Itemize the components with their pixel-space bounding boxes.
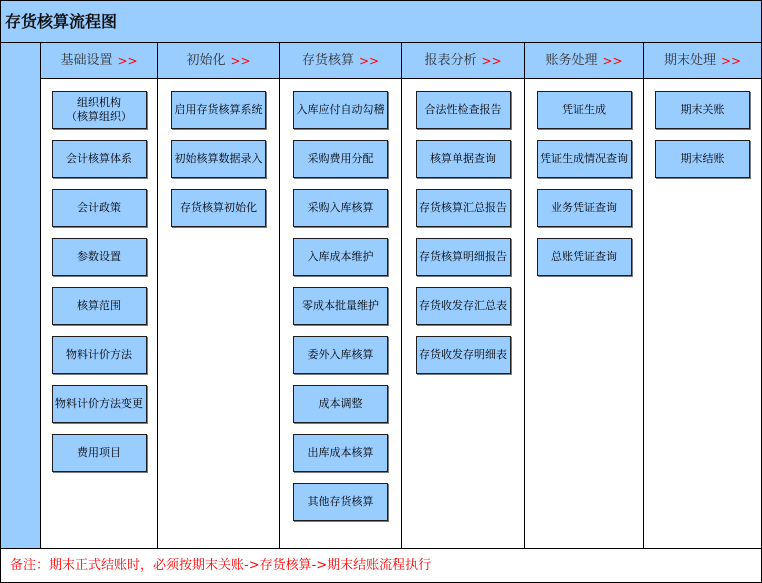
- column-initialization: [158, 43, 280, 548]
- flow-node-parameter-settings[interactable]: 参数设置: [52, 238, 147, 276]
- flow-node-inventory-accounting-init[interactable]: 存货核算初始化: [171, 189, 266, 227]
- column-body: [158, 79, 279, 548]
- column-body: [402, 79, 524, 548]
- flow-node-business-voucher-query[interactable]: 业务凭证查询: [537, 189, 632, 227]
- flow-node-stock-movement-summary[interactable]: 存货收发存汇总表: [416, 287, 511, 325]
- flow-node-accounting-scope[interactable]: 核算范围: [52, 287, 147, 325]
- flow-node-purchase-expense-allocation[interactable]: 采购费用分配: [293, 140, 388, 178]
- double-arrow-icon[interactable]: >>: [117, 53, 138, 68]
- column-header-period-end: [644, 43, 761, 79]
- column-basic-settings: [41, 43, 158, 548]
- column-body: [280, 79, 401, 548]
- flow-node-accounting-policy[interactable]: 会计政策: [52, 189, 147, 227]
- flow-node-organization[interactable]: 组织机构 （核算组织）: [52, 91, 147, 129]
- flow-node-receipt-cost-maintenance[interactable]: 入库成本维护: [293, 238, 388, 276]
- double-arrow-icon[interactable]: >>: [358, 53, 380, 68]
- flow-node-period-end-close[interactable]: 期末关账: [655, 91, 750, 129]
- flow-node-auto-reconcile-payables[interactable]: 入库应付自动勾稽: [293, 91, 388, 129]
- column-ledger-processing: [525, 43, 644, 548]
- flow-node-issue-cost-accounting[interactable]: 出库成本核算: [293, 434, 388, 472]
- column-period-end: [644, 43, 761, 548]
- column-report-analysis: [402, 43, 525, 548]
- flow-node-expense-items[interactable]: 费用项目: [52, 434, 147, 472]
- column-header-label: 初始化: [186, 52, 226, 68]
- flow-node-purchase-receipt-accounting[interactable]: 采购入库核算: [293, 189, 388, 227]
- flow-node-material-valuation-method[interactable]: 物料计价方法: [52, 336, 147, 374]
- column-body: [525, 79, 643, 548]
- flow-node-period-end-settlement[interactable]: 期末结账: [655, 140, 750, 178]
- flow-node-validity-check-report[interactable]: 合法性检查报告: [416, 91, 511, 129]
- flow-node-inventory-summary-report[interactable]: 存货核算汇总报告: [416, 189, 511, 227]
- flow-node-initial-data-entry[interactable]: 初始核算数据录入: [171, 140, 266, 178]
- flow-columns: [41, 43, 761, 548]
- double-arrow-icon[interactable]: >>: [230, 53, 251, 68]
- flow-node-stock-movement-detail[interactable]: 存货收发存明细表: [416, 336, 511, 374]
- column-body: [41, 79, 157, 548]
- double-arrow-icon[interactable]: >>: [481, 53, 502, 68]
- column-header-label: 账务处理: [545, 52, 598, 68]
- column-header-report-analysis: [402, 43, 524, 79]
- column-body: [644, 79, 761, 548]
- note-text: 备注：期末正式结账时，必须按期末关账->存货核算->期末结账流程执行: [10, 557, 432, 573]
- flow-node-accounting-system[interactable]: 会计核算体系: [52, 140, 147, 178]
- column-header-ledger-processing: [525, 43, 643, 79]
- column-header-basic-settings: [41, 43, 157, 79]
- double-arrow-icon[interactable]: >>: [602, 53, 623, 68]
- footer-note: [1, 548, 761, 582]
- flow-node-outsourced-receipt-accounting[interactable]: 委外入库核算: [293, 336, 388, 374]
- flow-node-inventory-detail-report[interactable]: 存货核算明细报告: [416, 238, 511, 276]
- column-header-initialization: [158, 43, 279, 79]
- flow-node-enable-inventory-accounting[interactable]: 启用存货核算系统: [171, 91, 266, 129]
- flow-node-voucher-generation-status[interactable]: 凭证生成情况查询: [537, 140, 632, 178]
- flow-node-other-inventory-accounting[interactable]: 其他存货核算: [293, 483, 388, 521]
- title-bar: [1, 1, 761, 43]
- flow-node-voucher-generation[interactable]: 凭证生成: [537, 91, 632, 129]
- flow-node-valuation-method-change[interactable]: 物料计价方法变更: [52, 385, 147, 423]
- column-header-label: 基础设置: [60, 52, 113, 68]
- column-header-label: 期末处理: [663, 52, 716, 68]
- flow-node-zero-cost-batch-maintenance[interactable]: 零成本批量维护: [293, 287, 388, 325]
- left-side-strip: [1, 43, 41, 548]
- page-title: 存货核算流程图: [5, 11, 118, 31]
- double-arrow-icon[interactable]: >>: [720, 53, 742, 68]
- column-header-inventory-accounting: [280, 43, 401, 79]
- flow-node-accounting-document-query[interactable]: 核算单据查询: [416, 140, 511, 178]
- flow-node-cost-adjustment[interactable]: 成本调整: [293, 385, 388, 423]
- column-header-label: 存货核算: [301, 52, 354, 68]
- flow-node-gl-voucher-query[interactable]: 总账凭证查询: [537, 238, 632, 276]
- column-inventory-accounting: [280, 43, 402, 548]
- column-header-label: 报表分析: [424, 52, 477, 68]
